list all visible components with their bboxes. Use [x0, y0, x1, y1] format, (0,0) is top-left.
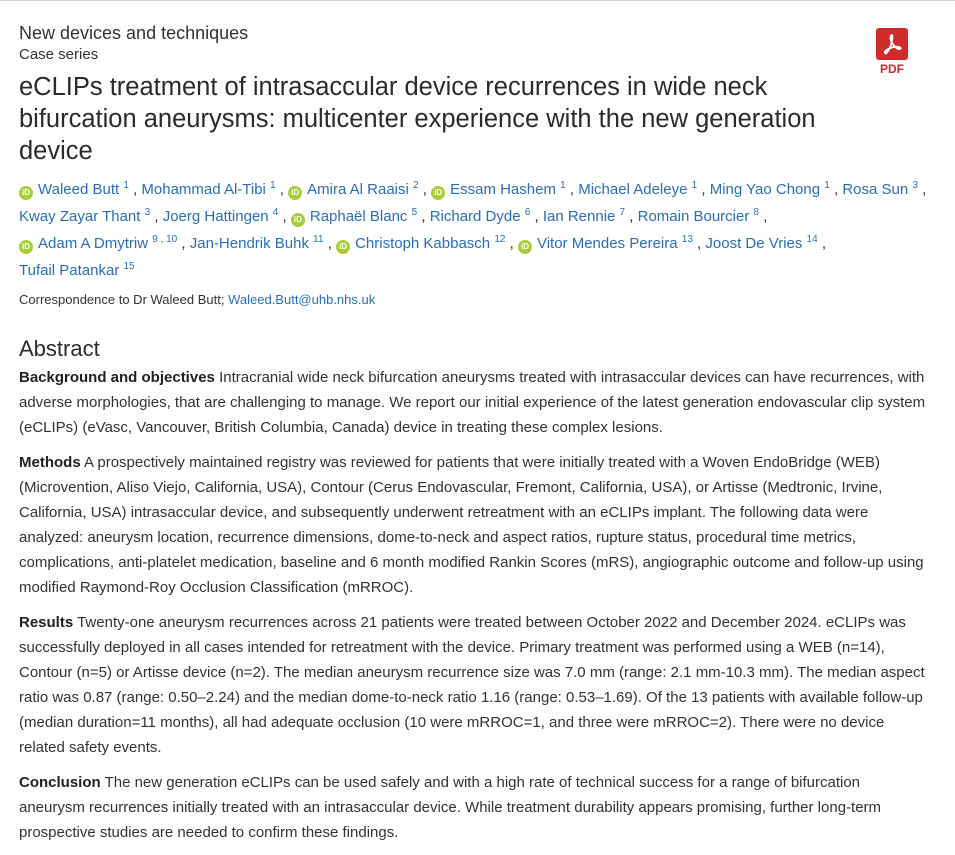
author-affiliation: 1 [560, 180, 566, 191]
author-name: Raphaël Blanc [309, 208, 408, 225]
author-separator: , [278, 208, 291, 225]
orcid-icon[interactable]: iD [336, 240, 350, 254]
author-link[interactable] [288, 181, 418, 198]
author-list [19, 176, 929, 284]
article-header [19, 22, 929, 855]
author-link[interactable] [291, 208, 417, 225]
author-separator: , [128, 181, 142, 198]
pdf-icon [876, 28, 908, 60]
author-name: Richard Dyde [429, 208, 521, 225]
author-affiliation: 13 [681, 234, 693, 245]
author-separator: , [323, 235, 337, 252]
author-affiliation: 3 [144, 207, 151, 218]
author-link[interactable] [543, 208, 625, 225]
author-name: Jan-Hendrik Buhk [189, 235, 309, 252]
author-separator: , [759, 208, 768, 225]
author-link[interactable] [430, 208, 531, 225]
orcid-icon[interactable]: iD [518, 240, 532, 254]
pdf-download-button[interactable] [876, 28, 908, 76]
author-link[interactable] [141, 181, 275, 198]
abstract-section-label: Background and objectives [19, 369, 215, 386]
author-link[interactable] [19, 208, 150, 225]
author-affiliation: 4 [272, 207, 279, 218]
author-link[interactable] [431, 181, 566, 198]
author-name: Mohammad Al-Tibi [141, 181, 266, 198]
author-affiliation: 5 [411, 207, 418, 218]
author-name: Kway Zayar Thant [19, 208, 141, 225]
author-name: Ming Yao Chong [709, 181, 821, 198]
author-name: Ian Rennie [542, 208, 616, 225]
author-separator: , [829, 181, 843, 198]
author-affiliation: 7 [619, 207, 626, 218]
orcid-icon[interactable]: iD [19, 240, 33, 254]
author-link[interactable] [710, 181, 830, 198]
author-separator: , [505, 235, 518, 252]
author-name: Adam A Dmytriw [38, 235, 149, 252]
abstract-section-text: Intracranial wide neck bifurcation aneurysms treated with intrasaccular devices can have recurrences, with adverse morphologies, that are challenging to manage. We report our initial experience of the latest generation endovascular clip system (eCLIPs) (eVasc, Vancouver, British Columbia, Canada) device in treating these complex lesions. [19, 369, 926, 436]
author-separator: , [275, 181, 289, 198]
author-name: Joerg Hattingen [162, 208, 269, 225]
author-name: Amira Al Raaisi [307, 181, 409, 198]
author-affiliation: 15 [123, 261, 135, 272]
author-affiliation: 1 [123, 180, 129, 191]
correspondence-email-link[interactable]: Waleed.Butt@uhb.nhs.uk [228, 292, 376, 307]
correspondence [19, 291, 929, 309]
author-separator: , [817, 235, 827, 252]
author-link[interactable] [190, 235, 324, 252]
abstract-section [19, 770, 929, 845]
author-name: Essam Hashem [450, 181, 556, 198]
author-name: Vitor Mendes Pereira [536, 235, 678, 252]
pdf-label: PDF [880, 62, 904, 76]
author-affiliation: 3 [912, 180, 918, 191]
author-name: Christoph Kabbasch [355, 235, 491, 252]
author-link[interactable] [19, 181, 129, 198]
author-name: Rosa Sun [842, 181, 909, 198]
author-separator: , [692, 235, 706, 252]
author-affiliation: 14 [806, 234, 818, 245]
author-affiliation: 1 [824, 180, 830, 191]
author-link[interactable] [336, 235, 505, 252]
author-affiliation: 12 [494, 234, 506, 245]
author-separator: , [530, 208, 543, 225]
author-name: Romain Bourcier [637, 208, 750, 225]
orcid-icon[interactable]: iD [431, 186, 445, 200]
author-separator: , [418, 181, 432, 198]
article-title: eCLIPs treatment of intrasaccular device recurrences in wide neck bifurcation aneurysms: multicenter experience with the new generation device [19, 73, 816, 165]
orcid-icon[interactable]: iD [288, 186, 302, 200]
author-link[interactable] [19, 235, 177, 252]
top-divider [0, 0, 955, 1]
author-separator: , [625, 208, 638, 225]
author-affiliation: 2 [413, 180, 419, 191]
author-separator: , [150, 208, 163, 225]
orcid-icon[interactable]: iD [291, 213, 305, 227]
abstract-section [19, 365, 929, 440]
author-separator: , [417, 208, 430, 225]
author-affiliation: 9 , 10 [152, 234, 178, 245]
author-affiliation: 1 [691, 180, 698, 191]
abstract-section-label: Methods [19, 454, 81, 471]
author-link[interactable] [518, 235, 693, 252]
author-name: Tufail Patankar [19, 262, 120, 279]
correspondence-prefix: Correspondence to Dr Waleed Butt; [19, 292, 225, 307]
author-name: Waleed Butt [38, 181, 120, 198]
abstract-section-label: Results [19, 614, 74, 631]
author-affiliation: 6 [524, 207, 531, 218]
abstract-body [19, 365, 929, 845]
author-separator: , [917, 181, 927, 198]
author-affiliation: 11 [313, 234, 324, 245]
author-affiliation: 1 [270, 180, 276, 191]
author-link[interactable] [705, 235, 817, 252]
author-name: Joost De Vries [705, 235, 803, 252]
author-link[interactable] [638, 208, 759, 225]
orcid-icon[interactable]: iD [19, 186, 33, 200]
section-label: New devices and techniques [19, 23, 249, 43]
abstract-section-label: Conclusion [19, 774, 101, 791]
abstract-section [19, 450, 929, 600]
author-separator: , [177, 235, 190, 252]
abstract-section [19, 610, 929, 760]
abstract-section-text: The new generation eCLIPs can be used safely and with a high rate of technical success for a range of bifurcation aneurysm recurrences initially treated with an intrasaccular device. While treatment durability appears promising, further long-term prospective studies are needed to confirm these findings. [19, 774, 882, 841]
author-link[interactable] [578, 181, 697, 198]
author-link[interactable] [19, 262, 135, 279]
abstract-section-text: Twenty-one aneurysm recurrences across 21 patients were treated between October 2022 and December 2024. eCLIPs was successfully deployed in all cases intended for retreatment with the device. Primary treatment was performed using a WEB (n=14), Contour (n=5) or Artisse device (n=2). The median aneurysm recurrence size was 7.0 mm (range: 2.1 mm-10.3 mm). The median aspect ratio was 0.87 (range: 0.50–2.24) and the median dome-to-neck ratio 1.16 (range: 0.53–1.69). Of the 13 patients with available follow-up (median duration=11 months), all had adequate occlusion (10 were mRROC=1, and three were mRROC=2). There were no device related safety events. [19, 614, 925, 756]
author-link[interactable] [163, 208, 279, 225]
article-type: Case series [19, 46, 99, 63]
abstract-heading: Abstract [19, 336, 100, 361]
author-separator: , [565, 181, 579, 198]
abstract-section-text: A prospectively maintained registry was reviewed for patients that were initially treated with a Woven EndoBridge (WEB) (Microvention, Aliso Viejo, California, USA), Contour (Cerus Endovascular, Fremont, California, USA), or Artisse (Medtronic, Irvine, California, USA) intrasaccular device, and subsequently underwent retreatment with an eCLIPs implant. The following data were analyzed: aneurysm location, recurrence dimensions, dome-to-neck and aspect ratios, rupture status, procedural time metrics, complications, anti-platelet medication, baseline and 6 month modified Rankin Scores (mRS), angiographic outcome and follow-up using modified Raymond-Roy Occlusion Classification (mRROC). [19, 454, 924, 596]
author-affiliation: 8 [753, 207, 760, 218]
author-link[interactable] [842, 181, 918, 198]
author-separator: , [697, 181, 710, 198]
author-name: Michael Adeleye [578, 181, 688, 198]
